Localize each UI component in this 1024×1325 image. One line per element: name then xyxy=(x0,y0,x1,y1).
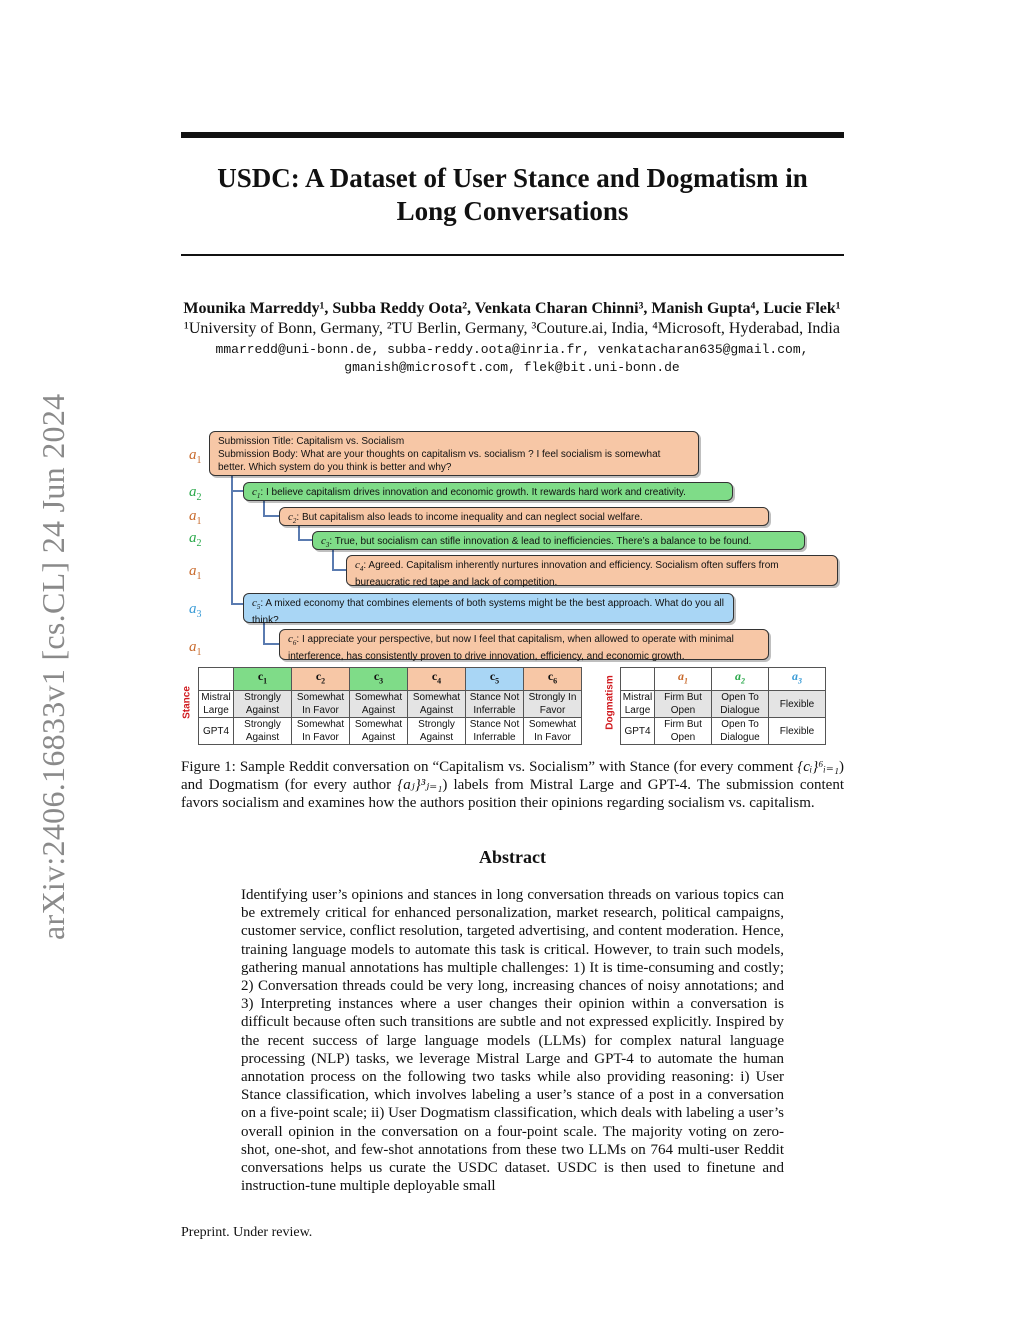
corner-cell xyxy=(621,668,655,691)
table-cell: Strongly Against xyxy=(234,691,292,718)
col-c6: $c_6$ xyxy=(524,668,582,691)
title-line-1: USDC: A Dataset of User Stance and Dogmatism in xyxy=(217,163,808,193)
table-cell: Strongly In Favor xyxy=(524,691,582,718)
table-cell: Strongly Against xyxy=(408,718,466,745)
submission-body: Submission Body: What are your thoughts on capitalism vs. socialism ? I feel socialism is somewhat better. Which system do you think is better and why? xyxy=(218,449,661,473)
tree-line xyxy=(298,539,312,541)
comment-c5: $c_5$: A mixed economy that combines elements of both systems might be the best approach. What do you all think? xyxy=(243,593,734,623)
comment-c4: $c_4$: Agreed. Capitalism inherently nurtures innovation and efficiency. Socialism often suffers from bureaucratic red tape and lack of competition. xyxy=(346,555,838,586)
caption-math-comments: {cᵢ}⁶ᵢ₌₁ xyxy=(797,759,839,775)
comment-text: : A mixed economy that combines elements of both systems might be the best approach. What do you all think? xyxy=(252,598,724,627)
author-label-a2: $a_2$ xyxy=(189,484,202,503)
stance-axis-label: Stance xyxy=(181,686,193,719)
footer-note: Preprint. Under review. xyxy=(181,1225,313,1240)
table-cell: Flexible xyxy=(769,691,826,718)
table-row xyxy=(621,691,826,718)
table-row xyxy=(199,691,582,718)
table-cell: Flexible xyxy=(769,718,826,745)
col-c3: $c_3$ xyxy=(350,668,408,691)
dogmatism-axis-label: Dogmatism xyxy=(604,675,616,730)
tree-line xyxy=(263,643,279,645)
submission-title: Submission Title: Capitalism vs. Socialism xyxy=(218,436,405,447)
title-bottom-rule xyxy=(181,254,844,256)
col-c1: $c_1$ xyxy=(234,668,292,691)
emails-line-2: gmanish@microsoft.com, flek@bit.uni-bonn.de xyxy=(344,360,680,375)
table-cell: Firm But Open xyxy=(655,718,712,745)
col-a1: $a_1$ xyxy=(655,668,712,691)
table-cell: Somewhat Against xyxy=(350,718,408,745)
table-cell: Stance Not Inferrable xyxy=(466,718,524,745)
caption-text: ) labels from Mistral Large and GPT-4. The submission content favors socialism and examines how the authors position their opinions regarding socialism vs. capitalism. xyxy=(181,777,844,811)
caption-text: ) and Dogmatism (for every author xyxy=(181,759,844,793)
comment-text: : True, but socialism can stifle innovation & lead to inefficiencies. There’s a balance to be found. xyxy=(329,536,752,547)
caption-math-authors: {aⱼ}³ⱼ₌₁ xyxy=(397,777,443,793)
table-cell: Somewhat Against xyxy=(408,691,466,718)
col-a2: $a_2$ xyxy=(712,668,769,691)
abstract-heading: Abstract xyxy=(479,847,546,867)
row-model: Mistral Large xyxy=(621,691,655,718)
table-cell: Open To Dialogue xyxy=(712,691,769,718)
dogmatism-table xyxy=(620,667,826,745)
author-list: Mounika Marreddy¹, Subba Reddy Oota², Venkata Charan Chinni³, Manish Gupta⁴, Lucie Flek¹ xyxy=(183,300,841,317)
figure-caption xyxy=(181,758,844,812)
col-a3: $a_3$ xyxy=(769,668,826,691)
col-c5: $c_5$ xyxy=(466,668,524,691)
comment-text: : Agreed. Capitalism inherently nurtures innovation and efficiency. Socialism often suffers from bureaucratic red tape and lack of competition. xyxy=(355,560,779,589)
comment-text: : I appreciate your perspective, but now I feel that capitalism, when allowed to operate with minimal interference, has consistently proven to drive innovation, efficiency, and economic growth. xyxy=(288,634,734,663)
table-cell: Stance Not Inferrable xyxy=(466,691,524,718)
author-label-a2: $a_2$ xyxy=(189,530,202,549)
table-row xyxy=(199,718,582,745)
tree-line xyxy=(332,549,334,570)
comment-c2: $c_2$: But capitalism also leads to income inequality and can neglect social welfare. xyxy=(279,507,769,526)
table-cell: Somewhat In Favor xyxy=(292,718,350,745)
row-model: Mistral Large xyxy=(199,691,234,718)
caption-text: Figure 1: Sample Reddit conversation on “Capitalism vs. Socialism” with Stance (for every comment xyxy=(181,759,798,775)
author-label-a1: $a_1$ xyxy=(189,508,202,527)
tree-line xyxy=(231,490,243,492)
top-rule xyxy=(181,132,844,138)
emails-line-1: mmarredd@uni-bonn.de, subba-reddy.oota@inria.fr, venkatacharan635@gmail.com, xyxy=(215,342,809,357)
author-label-a1: $a_1$ xyxy=(189,563,202,582)
arxiv-side-stamp: arXiv:2406.16833v1 [cs.CL] 24 Jun 2024 xyxy=(35,393,71,940)
stance-table xyxy=(198,667,582,745)
comment-c6: $c_6$: I appreciate your perspective, but now I feel that capitalism, when allowed to operate with minimal interference, has consistently proven to drive innovation, efficiency, and economic growth. xyxy=(279,629,769,660)
table-cell: Strongly Against xyxy=(234,718,292,745)
title-line-2: Long Conversations xyxy=(396,196,629,226)
comment-text: : I believe capitalism drives innovation and economic growth. It rewards hard work and creativity. xyxy=(260,487,686,498)
tree-line xyxy=(231,476,233,604)
submission-box xyxy=(209,431,699,476)
affiliations: ¹University of Bonn, Germany, ²TU Berlin, Germany, ³Couture.ai, India, ⁴Microsoft, Hyderabad, India xyxy=(184,320,840,337)
tree-line xyxy=(263,515,279,517)
table-cell: Somewhat Against xyxy=(350,691,408,718)
author-label-a1: $a_1$ xyxy=(189,639,202,658)
table-cell: Open To Dialogue xyxy=(712,718,769,745)
author-label-a1: $a_1$ xyxy=(189,447,202,466)
author-label-a3: $a_3$ xyxy=(189,601,202,620)
table-row xyxy=(621,718,826,745)
table-cell: Somewhat In Favor xyxy=(292,691,350,718)
abstract-body: Identifying user’s opinions and stances in long conversation threads on various topics can be extremely critical for enhanced personalization, market research, political campaigns, customer service, conflict resolution, targeted advertising, and content moderation. Hence, training language models to automate this task is critical. However, to train such models, gathering manual annotations has multiple challenges: 1) It is time-consuming and costly; 2) Conversation threads could be very long, increasing chances of noisy annotations; and 3) Interpreting instances where a user changes their opinion within a conversation is difficult because often such transitions are subtle and not expressed explicitly. Inspired by the recent success of large language models (LLMs) for complex natural language processing (NLP) tasks, we leverage Mistral Large and GPT-4 to automate the human annotation process on the following two tasks while also providing reasoning: i) User Stance classification, which involves labeling a user’s stance of a post in a conversation on a five-point scale; ii) User Dogmatism classification, which deals with labeling a user’s overall opinion in the conversation on a four-point scale. The majority voting on zero-shot, one-shot, and few-shot annotations from these two LLMs on 764 multi-user Reddit conversations helps us curate the USDC dataset. USDC is then used to finetune and instruction-tune multiple deployable small xyxy=(241,887,784,1195)
row-model: GPT4 xyxy=(621,718,655,745)
paper-title xyxy=(181,162,844,228)
emails xyxy=(150,341,874,377)
comment-text: : But capitalism also leads to income inequality and can neglect social welfare. xyxy=(296,512,643,523)
col-c4: $c_4$ xyxy=(408,668,466,691)
row-model: GPT4 xyxy=(199,718,234,745)
comment-c1: $c_1$: I believe capitalism drives innovation and economic growth. It rewards hard work and creativity. xyxy=(243,482,733,501)
comment-c3: $c_3$: True, but socialism can stifle innovation & lead to inefficiencies. There’s a balance to be found. xyxy=(312,531,805,550)
corner-cell xyxy=(199,668,234,691)
tree-line xyxy=(332,569,346,571)
col-c2: $c_2$ xyxy=(292,668,350,691)
table-cell: Somewhat In Favor xyxy=(524,718,582,745)
tree-line xyxy=(231,603,243,605)
table-cell: Firm But Open xyxy=(655,691,712,718)
